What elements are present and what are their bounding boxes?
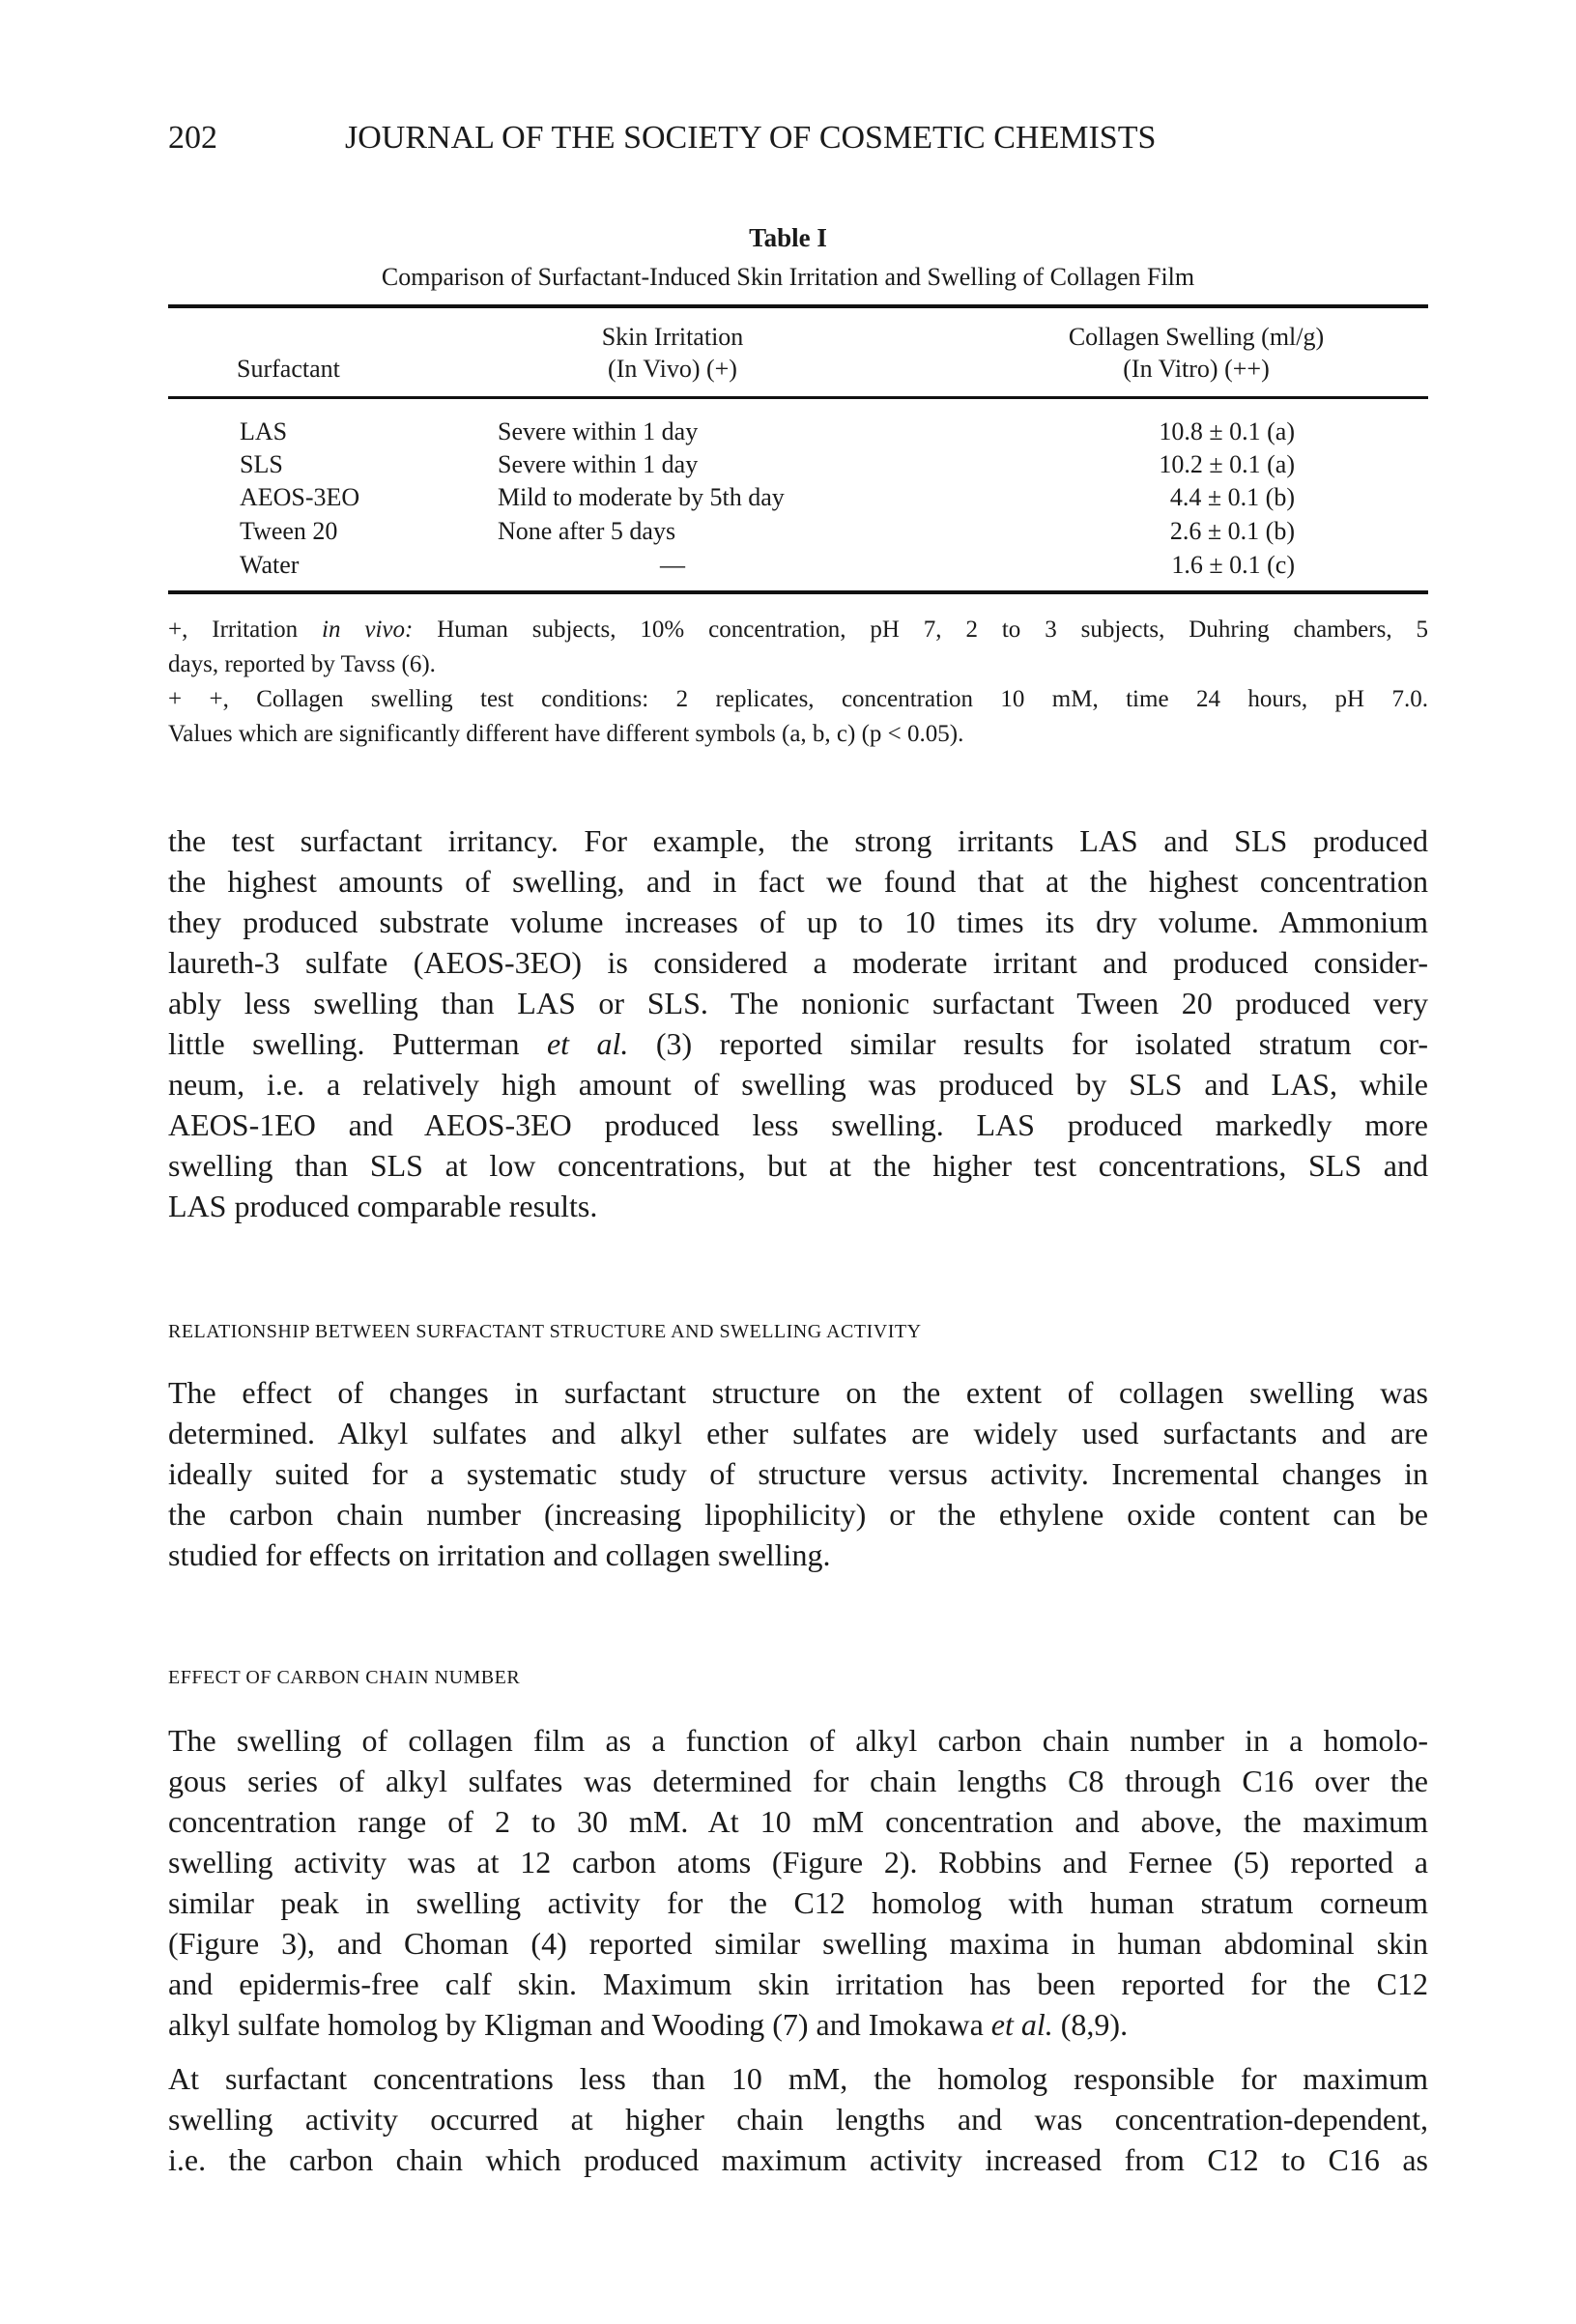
cell-irritation: Mild to moderate by 5th day bbox=[498, 483, 785, 511]
text-segment: neum, i.e. a relatively high amount of swelling was produced by SLS and LAS, while bbox=[168, 1067, 1428, 1102]
cell-irritation: — bbox=[660, 551, 685, 579]
text-segment: and epidermis-free calf skin. Maximum skin irritation has been reported for the C12 bbox=[168, 1966, 1428, 2001]
text-segment: + +, Collagen swelling test conditions: 2 replicates, concentration 10 mM, time 24 hours, pH 7.0. bbox=[168, 686, 1428, 712]
col-header-swelling-sub: (In Vitro) (++) bbox=[1123, 355, 1270, 383]
cell-swelling: 1.6 ± 0.1 (c) bbox=[1171, 551, 1295, 579]
col-header-irritation-sub: (In Vivo) (+) bbox=[608, 355, 737, 383]
paragraph-line bbox=[168, 820, 1428, 861]
paragraph-line bbox=[168, 1453, 1428, 1494]
paragraph-line bbox=[168, 1964, 1428, 2004]
text-segment: (3) reported similar results for isolated stratum cor- bbox=[628, 1026, 1429, 1061]
paragraph-line bbox=[168, 1882, 1428, 1923]
text-segment: the highest amounts of swelling, and in fact we found that at the highest concentration bbox=[168, 864, 1428, 899]
paragraph-line bbox=[168, 1064, 1428, 1105]
text-segment: laureth-3 sulfate (AEOS-3EO) is considered a moderate irritant and produced consider- bbox=[168, 945, 1428, 980]
italic-text: et al. bbox=[990, 2007, 1053, 2042]
col-header-swelling: Collagen Swelling (ml/g) bbox=[1068, 323, 1325, 351]
paragraph-line bbox=[168, 1413, 1428, 1453]
paragraph-line bbox=[168, 2004, 1428, 2045]
text-segment: (Figure 3), and Choman (4) reported similar swelling maxima in human abdominal skin bbox=[168, 1926, 1428, 1961]
paragraph-line bbox=[168, 1801, 1428, 1842]
col-header-irritation: Skin Irritation bbox=[601, 323, 744, 351]
text-segment: At surfactant concentrations less than 10 mM, the homolog responsible for maximum bbox=[168, 2061, 1428, 2096]
cell-swelling: 2.6 ± 0.1 (b) bbox=[1169, 517, 1295, 545]
table-footnote-line bbox=[168, 682, 1428, 717]
section-heading: RELATIONSHIP BETWEEN SURFACTANT STRUCTURE AND SWELLING ACTIVITY bbox=[168, 1321, 922, 1342]
paragraph-line bbox=[168, 1761, 1428, 1801]
cell-irritation: Severe within 1 day bbox=[498, 450, 699, 478]
text-segment: gous series of alkyl sulfates was determined for chain lengths C8 through C16 over the bbox=[168, 1764, 1428, 1798]
paragraph-line bbox=[168, 1145, 1428, 1186]
text-segment: Values which are significantly different have different symbols (a, b, c) (p < 0.05). bbox=[168, 721, 964, 747]
paragraph-line bbox=[168, 1842, 1428, 1882]
italic-text: in vivo: bbox=[322, 617, 414, 643]
paragraph-line bbox=[168, 2139, 1428, 2180]
text-segment: alkyl sulfate homolog by Kligman and Wooding (7) and Imokawa bbox=[168, 2007, 991, 2042]
table-header-rule bbox=[168, 396, 1428, 399]
paragraph-line bbox=[168, 1372, 1428, 1413]
text-segment: little swelling. Putterman bbox=[168, 1026, 547, 1061]
paragraph-line bbox=[168, 1186, 1428, 1226]
paragraph-line bbox=[168, 2099, 1428, 2139]
paragraph-line bbox=[168, 1720, 1428, 1761]
text-segment: Human subjects, 10% concentration, pH 7, 2 to 3 subjects, Duhring chambers, 5 bbox=[413, 617, 1428, 643]
italic-text: et al. bbox=[546, 1026, 629, 1061]
text-segment: the carbon chain number (increasing lipophilicity) or the ethylene oxide content can be bbox=[168, 1497, 1428, 1532]
text-segment: they produced substrate volume increases of up to 10 times its dry volume. Ammonium bbox=[168, 904, 1428, 939]
text-segment: i.e. the carbon chain which produced maximum activity increased from C12 to C16 as bbox=[168, 2142, 1428, 2177]
table-footnote-line bbox=[168, 647, 1428, 682]
paragraph-line bbox=[168, 1923, 1428, 1964]
paragraph-line bbox=[168, 861, 1428, 902]
table-footnote-line bbox=[168, 613, 1428, 647]
text-segment: AEOS-1EO and AEOS-3EO produced less swelling. LAS produced markedly more bbox=[168, 1107, 1428, 1142]
col-header-surfactant: Surfactant bbox=[237, 355, 340, 383]
text-segment: concentration range of 2 to 30 mM. At 10 mM concentration and above, the maximum bbox=[168, 1804, 1428, 1839]
page-number: 202 bbox=[168, 120, 217, 156]
paragraph-line bbox=[168, 1535, 1428, 1575]
text-segment: the test surfactant irritancy. For example, the strong irritants LAS and SLS produced bbox=[168, 823, 1428, 858]
paragraph-line bbox=[168, 1105, 1428, 1145]
paragraph-line bbox=[168, 902, 1428, 942]
cell-swelling: 10.8 ± 0.1 (a) bbox=[1159, 417, 1295, 445]
section-heading: EFFECT OF CARBON CHAIN NUMBER bbox=[168, 1667, 521, 1688]
table-caption: Comparison of Surfactant-Induced Skin Irritation and Swelling of Collagen Film bbox=[381, 263, 1195, 291]
text-segment: ideally suited for a systematic study of structure versus activity. Incremental changes in bbox=[168, 1456, 1428, 1491]
cell-swelling: 4.4 ± 0.1 (b) bbox=[1169, 483, 1295, 511]
table-footnote-line bbox=[168, 717, 1428, 752]
text-segment: studied for effects on irritation and collagen swelling. bbox=[168, 1537, 831, 1572]
cell-irritation: Severe within 1 day bbox=[498, 417, 699, 445]
cell-irritation: None after 5 days bbox=[498, 517, 676, 545]
text-segment: determined. Alkyl sulfates and alkyl ether sulfates are widely used surfactants and are bbox=[168, 1416, 1428, 1450]
cell-swelling: 10.2 ± 0.1 (a) bbox=[1159, 450, 1295, 478]
text-segment: days, reported by Tavss (6). bbox=[168, 651, 436, 677]
cell-surfactant: Water bbox=[240, 551, 300, 579]
cell-surfactant: Tween 20 bbox=[240, 517, 338, 545]
paragraph-line bbox=[168, 2058, 1428, 2099]
text-segment: swelling than SLS at low concentrations, but at the higher test concentrations, SLS and bbox=[168, 1148, 1428, 1183]
text-segment: swelling activity was at 12 carbon atoms (Figure 2). Robbins and Fernee (5) reported a bbox=[168, 1845, 1428, 1879]
paragraph-line bbox=[168, 942, 1428, 983]
table-bottom-rule bbox=[168, 590, 1428, 594]
cell-surfactant: AEOS-3EO bbox=[240, 483, 360, 511]
text-segment: The effect of changes in surfactant structure on the extent of collagen swelling was bbox=[168, 1375, 1428, 1410]
cell-surfactant: LAS bbox=[240, 417, 288, 445]
text-segment: swelling activity occurred at higher chain lengths and was concentration-dependent, bbox=[168, 2102, 1428, 2137]
table-title: Table I bbox=[749, 223, 827, 252]
text-segment: (8,9). bbox=[1052, 2007, 1129, 2042]
text-segment: similar peak in swelling activity for the C12 homolog with human stratum corneum bbox=[168, 1885, 1428, 1920]
paragraph-line bbox=[168, 1494, 1428, 1535]
cell-surfactant: SLS bbox=[240, 450, 283, 478]
paragraph-line bbox=[168, 983, 1428, 1023]
table-top-rule bbox=[168, 304, 1428, 308]
running-header: JOURNAL OF THE SOCIETY OF COSMETIC CHEMISTS bbox=[345, 120, 1157, 156]
text-segment: The swelling of collagen film as a function of alkyl carbon chain number in a homolo- bbox=[168, 1723, 1428, 1758]
paragraph-line bbox=[168, 1023, 1428, 1064]
text-segment: ably less swelling than LAS or SLS. The nonionic surfactant Tween 20 produced very bbox=[168, 986, 1428, 1020]
text-segment: +, Irritation bbox=[168, 617, 323, 643]
text-segment: LAS produced comparable results. bbox=[168, 1189, 598, 1223]
